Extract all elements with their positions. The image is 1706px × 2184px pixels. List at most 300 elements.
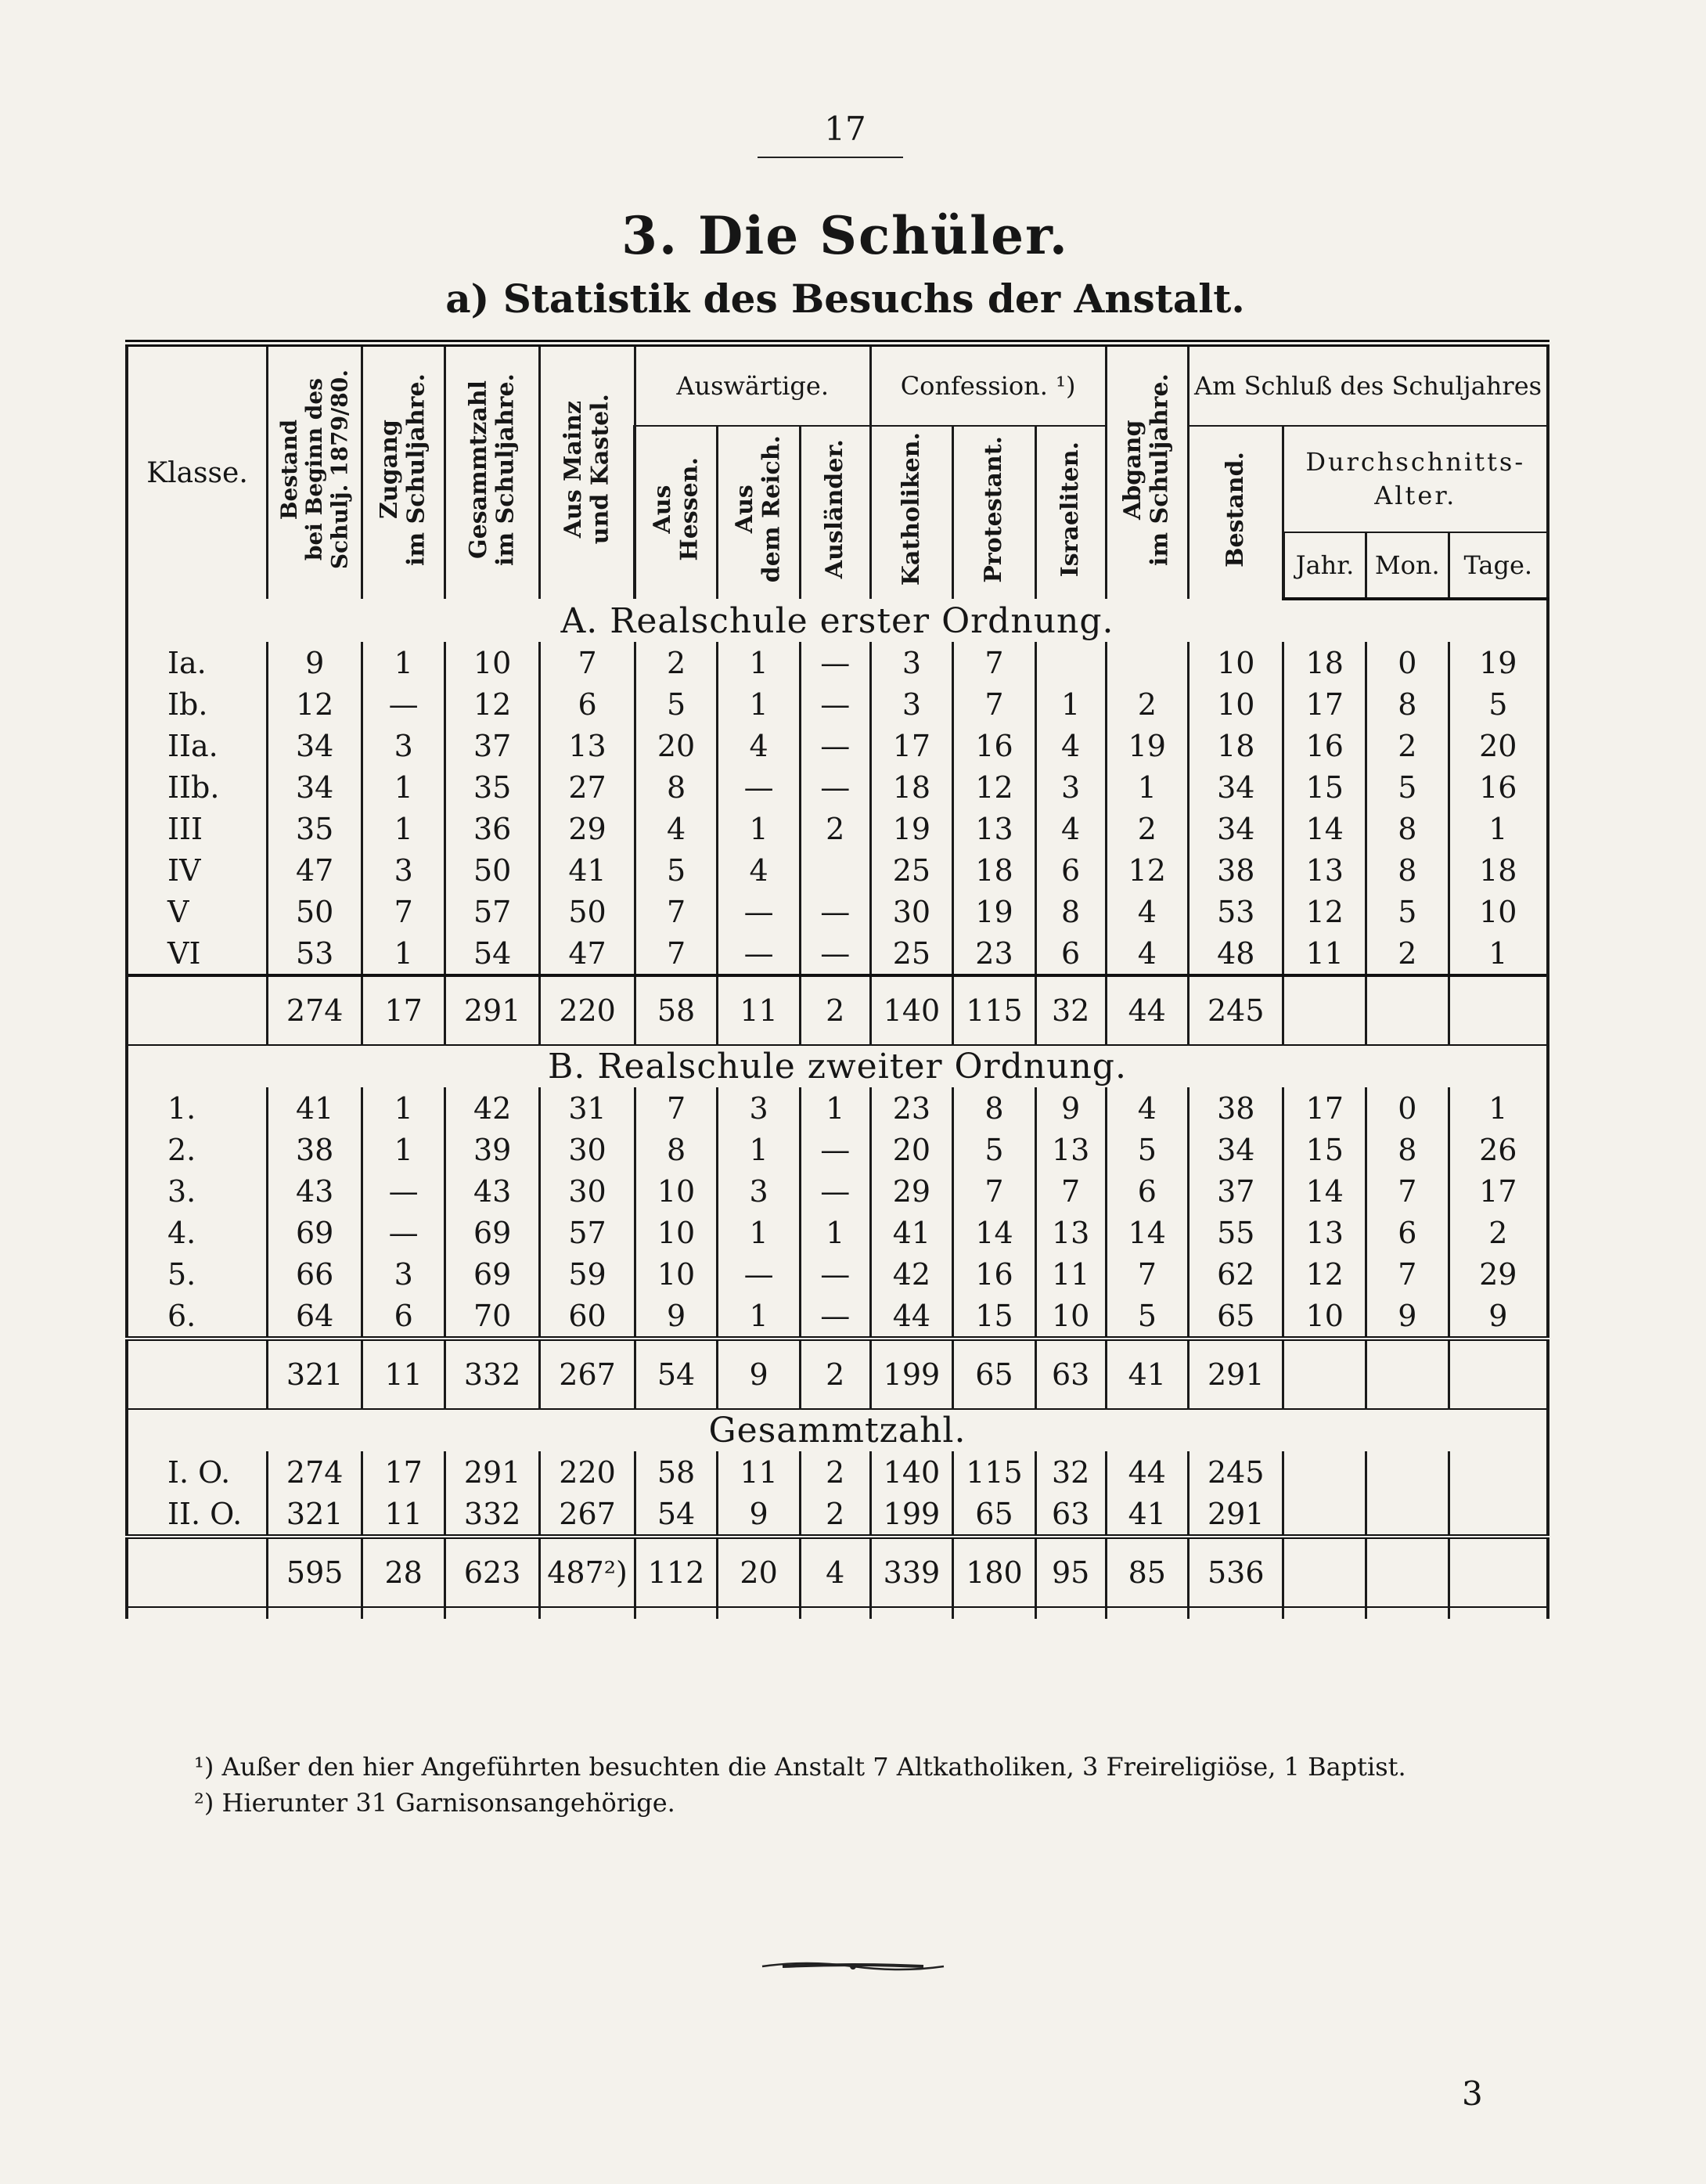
table-cell: 0	[1366, 1087, 1449, 1129]
table-cell: 34	[1189, 766, 1283, 808]
table-cell: 1	[1449, 808, 1548, 849]
table-cell: 35	[444, 766, 539, 808]
table-cell: 5	[635, 683, 718, 725]
table-cell: 2	[800, 1451, 870, 1493]
table-cell: 12	[267, 683, 362, 725]
table-cell: 2	[1366, 725, 1449, 766]
table-cell: 47	[267, 849, 362, 891]
table-cell: 7	[953, 642, 1036, 683]
table-cell: 62	[1189, 1253, 1283, 1295]
table-cell: 4	[1106, 932, 1189, 975]
row-class-label: 4.	[127, 1212, 267, 1253]
table-cell: 8	[1366, 1129, 1449, 1170]
table-cell: 60	[540, 1295, 635, 1339]
sum-cell: 11	[362, 1339, 445, 1409]
table-cell	[1449, 1493, 1548, 1537]
table-cell: —	[800, 642, 870, 683]
section-a-sum	[127, 975, 1548, 1045]
table-cell: 1	[800, 1212, 870, 1253]
table-cell: 1	[718, 683, 801, 725]
table-cell: 10	[635, 1253, 718, 1295]
table-cell: 0	[1366, 642, 1449, 683]
table-cell: 70	[444, 1295, 539, 1339]
table-cell: 3	[362, 725, 445, 766]
table-cell: 19	[1449, 642, 1548, 683]
header-confession: Confession. ¹)	[870, 344, 1106, 427]
table-cell: 9	[635, 1295, 718, 1339]
table-cell: 18	[1449, 849, 1548, 891]
table-header	[127, 344, 1548, 600]
table-cell: 7	[635, 1087, 718, 1129]
header-aus-reich: Aus dem Reich.	[718, 426, 801, 599]
table-row	[127, 1129, 1548, 1170]
header-mainz-kastel: Aus Mainz und Kastel.	[540, 344, 635, 600]
table-cell: 4	[718, 849, 801, 891]
header-aus-hessen: Aus Hessen.	[635, 426, 718, 599]
header-katholiken: Katholiken.	[870, 426, 953, 599]
header-klasse: Klasse.	[127, 344, 267, 600]
table-cell: 3	[718, 1087, 801, 1129]
table-cell: 64	[267, 1295, 362, 1339]
table-cell: 65	[953, 1493, 1036, 1537]
table-cell: 10	[1035, 1295, 1106, 1339]
table-cell: 23	[953, 932, 1036, 975]
table-cell: 35	[267, 808, 362, 849]
table-cell: —	[800, 1295, 870, 1339]
footnote-2: ²) Hierunter 31 Garnisonsangehörige.	[194, 1788, 675, 1818]
table-cell: 3	[362, 1253, 445, 1295]
page-number: 17	[824, 110, 866, 148]
table-row	[127, 1295, 1548, 1339]
table-cell: 332	[444, 1493, 539, 1537]
table-cell: 8	[1366, 683, 1449, 725]
table-cell	[1106, 642, 1189, 683]
section-gesammt-sum	[127, 1537, 1548, 1619]
table-cell: 63	[1035, 1493, 1106, 1537]
section-a	[127, 599, 1548, 642]
table-cell: 9	[267, 642, 362, 683]
sum-cell: 291	[444, 975, 539, 1045]
table-cell: 2	[800, 1493, 870, 1537]
table-cell: —	[362, 1170, 445, 1212]
table-cell: 7	[1366, 1253, 1449, 1295]
table-cell: 1	[362, 1087, 445, 1129]
sum-label-cell	[127, 1537, 267, 1607]
sum-cell	[1366, 1537, 1449, 1607]
table-cell: 10	[1283, 1295, 1366, 1339]
table-cell: 50	[267, 891, 362, 932]
table-cell: 58	[635, 1451, 718, 1493]
table-cell: 10	[1189, 683, 1283, 725]
sum-cell: 220	[540, 975, 635, 1045]
table-cell: 53	[267, 932, 362, 975]
table-cell: 291	[444, 1451, 539, 1493]
row-class-label: 5.	[127, 1253, 267, 1295]
table-cell: 1	[362, 1129, 445, 1170]
section-gesammt	[127, 1409, 1548, 1451]
footnote-1: ¹) Außer den hier Angeführten besuchten die Anstalt 7 Altkatholiken, 3 Freireligiöse, 1 Baptist.	[194, 1752, 1406, 1782]
sum-cell	[1449, 975, 1548, 1045]
table-cell: 14	[1283, 808, 1366, 849]
table-cell: 13	[953, 808, 1036, 849]
statistics-table-wrapper	[125, 340, 1549, 1619]
sum-cell: 20	[718, 1537, 801, 1607]
table-cell: 54	[444, 932, 539, 975]
table-cell: 37	[444, 725, 539, 766]
table-cell: 6	[1035, 849, 1106, 891]
table-cell: 37	[1189, 1170, 1283, 1212]
sum-cell: 536	[1189, 1537, 1283, 1607]
row-class-label: Ia.	[127, 642, 267, 683]
table-cell: 69	[444, 1212, 539, 1253]
table-cell: 18	[953, 849, 1036, 891]
header-jahr: Jahr.	[1283, 532, 1366, 599]
row-class-label: I. O.	[127, 1451, 267, 1493]
sum-cell	[1449, 1537, 1548, 1607]
table-cell: 54	[635, 1493, 718, 1537]
table-cell: 13	[1283, 849, 1366, 891]
table-cell: 4	[635, 808, 718, 849]
sum-cell: 11	[718, 975, 801, 1045]
table-cell: 31	[540, 1087, 635, 1129]
table-cell: 16	[1449, 766, 1548, 808]
table-row	[127, 849, 1548, 891]
table-cell: 11	[718, 1451, 801, 1493]
table-cell: 43	[444, 1170, 539, 1212]
table-cell: 34	[267, 766, 362, 808]
header-auslaender: Ausländer.	[800, 426, 870, 599]
header-zugang: Zugang im Schuljahre.	[362, 344, 445, 600]
table-cell: 30	[870, 891, 953, 932]
table-row	[127, 642, 1548, 683]
table-cell: 15	[953, 1295, 1036, 1339]
table-cell: 50	[540, 891, 635, 932]
sum-cell	[1283, 1537, 1366, 1607]
section-b	[127, 1045, 1548, 1087]
table-cell: 3	[870, 642, 953, 683]
table-cell	[1449, 1451, 1548, 1493]
table-cell: 48	[1189, 932, 1283, 975]
header-mon: Mon.	[1366, 532, 1449, 599]
table-cell: —	[800, 891, 870, 932]
table-cell: 13	[1035, 1129, 1106, 1170]
table-cell: 41	[540, 849, 635, 891]
table-cell: 18	[1283, 642, 1366, 683]
footnotes	[194, 1749, 1540, 1822]
sum-cell: 595	[267, 1537, 362, 1607]
table-cell	[1035, 642, 1106, 683]
table-cell: 7	[362, 891, 445, 932]
table-cell: 13	[1035, 1212, 1106, 1253]
sum-row	[127, 1537, 1548, 1607]
sum-cell: 321	[267, 1339, 362, 1409]
table-cell: 27	[540, 766, 635, 808]
table-cell: —	[718, 1253, 801, 1295]
table-cell	[1366, 1493, 1449, 1537]
table-cell: 8	[953, 1087, 1036, 1129]
table-cell: 36	[444, 808, 539, 849]
header-auswaertige: Auswärtige.	[635, 344, 870, 427]
table-cell: 32	[1035, 1451, 1106, 1493]
table-cell: 17	[1283, 1087, 1366, 1129]
table-cell: 1	[362, 932, 445, 975]
header-abgang: Abgang im Schuljahre.	[1106, 344, 1189, 600]
section-gesammt-rows	[127, 1451, 1548, 1537]
row-class-label: 1.	[127, 1087, 267, 1129]
table-cell: 20	[870, 1129, 953, 1170]
table-cell: 29	[540, 808, 635, 849]
header-protestant: Protestant.	[953, 426, 1036, 599]
table-cell: 2	[1106, 683, 1189, 725]
table-cell: 2	[1366, 932, 1449, 975]
table-cell: 16	[1283, 725, 1366, 766]
table-cell: 13	[1283, 1212, 1366, 1253]
header-durchschnitts-alter: Durchschnitts- Alter.	[1283, 426, 1548, 532]
table-cell	[1366, 1451, 1449, 1493]
table-cell: —	[800, 932, 870, 975]
sum-cell: 17	[362, 975, 445, 1045]
table-cell: 10	[635, 1212, 718, 1253]
table-cell: 9	[1366, 1295, 1449, 1339]
statistics-table	[125, 340, 1549, 1619]
table-cell: 3	[362, 849, 445, 891]
table-cell: 2	[800, 808, 870, 849]
table-row	[127, 1087, 1548, 1129]
section-gesammt-title: Gesammtzahl.	[127, 1409, 1548, 1451]
sum-cell: 140	[870, 975, 953, 1045]
table-cell: 20	[635, 725, 718, 766]
table-cell: 1	[362, 642, 445, 683]
table-cell: 12	[953, 766, 1036, 808]
table-cell: 38	[1189, 849, 1283, 891]
table-cell: 23	[870, 1087, 953, 1129]
table-cell: 26	[1449, 1129, 1548, 1170]
table-cell: 4	[1106, 1087, 1189, 1129]
sum-cell: 32	[1035, 975, 1106, 1045]
table-cell: 15	[1283, 766, 1366, 808]
table-cell: 7	[635, 891, 718, 932]
table-cell: 7	[635, 932, 718, 975]
row-class-label: 6.	[127, 1295, 267, 1339]
table-cell: 321	[267, 1493, 362, 1537]
table-cell: 9	[718, 1493, 801, 1537]
table-row	[127, 766, 1548, 808]
sum-cell: 44	[1106, 975, 1189, 1045]
table-cell: 65	[1189, 1295, 1283, 1339]
table-cell: 8	[635, 1129, 718, 1170]
sum-cell: 65	[953, 1339, 1036, 1409]
table-cell: 245	[1189, 1451, 1283, 1493]
table-cell: 115	[953, 1451, 1036, 1493]
table-cell: 50	[444, 849, 539, 891]
table-cell: 6	[540, 683, 635, 725]
ornament-divider	[0, 1957, 1706, 1979]
table-cell: 4	[1106, 891, 1189, 932]
table-cell: 274	[267, 1451, 362, 1493]
sum-cell: 58	[635, 975, 718, 1045]
table-cell: 1	[718, 808, 801, 849]
row-class-label: III	[127, 808, 267, 849]
sum-cell: 2	[800, 1339, 870, 1409]
table-cell: 55	[1189, 1212, 1283, 1253]
table-cell: 14	[1106, 1212, 1189, 1253]
table-cell: 43	[267, 1170, 362, 1212]
table-cell	[1283, 1493, 1366, 1537]
table-cell: 11	[1035, 1253, 1106, 1295]
table-cell: 4	[718, 725, 801, 766]
table-cell: 1	[718, 1212, 801, 1253]
table-cell: 2	[1106, 808, 1189, 849]
sum-cell	[1366, 975, 1449, 1045]
table-cell: 66	[267, 1253, 362, 1295]
table-cell: 8	[635, 766, 718, 808]
header-israeliten: Israeliten.	[1035, 426, 1106, 599]
table-cell: 57	[540, 1212, 635, 1253]
table-cell: 13	[540, 725, 635, 766]
table-cell: 1	[1035, 683, 1106, 725]
row-class-label: V	[127, 891, 267, 932]
table-cell: 29	[1449, 1253, 1548, 1295]
table-cell: 220	[540, 1451, 635, 1493]
header-bestand: Bestand.	[1189, 426, 1283, 599]
table-cell: 5	[1106, 1295, 1189, 1339]
table-row	[127, 808, 1548, 849]
table-cell: 1	[362, 808, 445, 849]
table-cell: —	[800, 725, 870, 766]
sum-label-cell	[127, 975, 267, 1045]
table-cell: —	[800, 766, 870, 808]
table-cell: 1	[1449, 1087, 1548, 1129]
table-cell: 34	[1189, 808, 1283, 849]
table-cell: 25	[870, 849, 953, 891]
table-cell: 34	[1189, 1129, 1283, 1170]
table-cell: 47	[540, 932, 635, 975]
sum-cell: 4	[800, 1537, 870, 1607]
table-cell: —	[718, 891, 801, 932]
section-b-rows	[127, 1087, 1548, 1339]
table-cell: 5	[635, 849, 718, 891]
table-cell: 10	[635, 1170, 718, 1212]
table-cell: 14	[1283, 1170, 1366, 1212]
table-cell: —	[362, 1212, 445, 1253]
table-cell: 19	[953, 891, 1036, 932]
table-cell: 3	[1035, 766, 1106, 808]
table-cell: 41	[870, 1212, 953, 1253]
section-b-sum	[127, 1339, 1548, 1409]
row-class-label: VI	[127, 932, 267, 975]
table-cell: 9	[1035, 1087, 1106, 1129]
table-cell: 17	[362, 1451, 445, 1493]
table-cell: 11	[1283, 932, 1366, 975]
table-cell: 5	[953, 1129, 1036, 1170]
table-cell: 16	[953, 1253, 1036, 1295]
sum-row	[127, 1339, 1548, 1409]
table-cell: 17	[870, 725, 953, 766]
header-tage: Tage.	[1449, 532, 1548, 599]
row-class-label: II. O.	[127, 1493, 267, 1537]
table-cell: 11	[362, 1493, 445, 1537]
table-cell: 7	[953, 1170, 1036, 1212]
header-gesammtzahl: Gesammtzahl im Schuljahre.	[444, 344, 539, 600]
table-cell: 267	[540, 1493, 635, 1537]
table-cell: 29	[870, 1170, 953, 1212]
chapter-title: 3. Die Schüler.	[621, 205, 1069, 266]
table-cell: 1	[1449, 932, 1548, 975]
section-a-title: A. Realschule erster Ordnung.	[127, 599, 1548, 642]
table-cell: 6	[1035, 932, 1106, 975]
ornament-line-icon	[759, 1957, 947, 1976]
sum-cell: 199	[870, 1339, 953, 1409]
sum-cell: 41	[1106, 1339, 1189, 1409]
header-am-schluss: Am Schluß des Schuljahres	[1189, 344, 1548, 427]
table-cell: 199	[870, 1493, 953, 1537]
table-cell: —	[718, 766, 801, 808]
table-cell: 19	[870, 808, 953, 849]
table-cell: 12	[1106, 849, 1189, 891]
sum-cell: 274	[267, 975, 362, 1045]
table-cell: 30	[540, 1170, 635, 1212]
sum-label-cell	[127, 1339, 267, 1409]
row-class-label: 2.	[127, 1129, 267, 1170]
table-cell: 53	[1189, 891, 1283, 932]
section-subtitle: a) Statistik des Besuchs der Anstalt.	[445, 276, 1245, 322]
table-cell: 44	[1106, 1451, 1189, 1493]
sum-cell: 9	[718, 1339, 801, 1409]
row-class-label: IV	[127, 849, 267, 891]
table-cell: 19	[1106, 725, 1189, 766]
table-cell: 291	[1189, 1493, 1283, 1537]
table-cell: 57	[444, 891, 539, 932]
table-cell: 6	[1366, 1212, 1449, 1253]
row-class-label: IIb.	[127, 766, 267, 808]
sum-cell: 85	[1106, 1537, 1189, 1607]
header-bestand-beginn: Bestand bei Beginn des Schulj. 1879/80.	[267, 344, 362, 600]
table-cell: —	[800, 1253, 870, 1295]
page-number-rule	[758, 157, 903, 158]
table-cell: 5	[1366, 766, 1449, 808]
table-row	[127, 1493, 1548, 1537]
row-class-label: 3.	[127, 1170, 267, 1212]
table-cell: 10	[1189, 642, 1283, 683]
sum-cell: 245	[1189, 975, 1283, 1045]
table-cell: 6	[1106, 1170, 1189, 1212]
table-cell: 5	[1366, 891, 1449, 932]
sum-cell: 63	[1035, 1339, 1106, 1409]
table-cell: 59	[540, 1253, 635, 1295]
table-cell: —	[800, 1129, 870, 1170]
section-b-title: B. Realschule zweiter Ordnung.	[127, 1045, 1548, 1087]
sum-cell: 487²)	[540, 1537, 635, 1607]
table-cell: 1	[800, 1087, 870, 1129]
sum-row	[127, 975, 1548, 1045]
table-cell: 17	[1283, 683, 1366, 725]
sum-cell	[1449, 1339, 1548, 1409]
sum-cell	[1283, 1339, 1366, 1409]
table-cell: 42	[870, 1253, 953, 1295]
table-cell: 9	[1449, 1295, 1548, 1339]
sum-cell: 115	[953, 975, 1036, 1045]
table-cell: 34	[267, 725, 362, 766]
table-cell: 41	[1106, 1493, 1189, 1537]
table-cell: 140	[870, 1451, 953, 1493]
sum-cell: 95	[1035, 1537, 1106, 1607]
table-cell: 12	[1283, 891, 1366, 932]
table-cell: 1	[362, 766, 445, 808]
table-cell: 2	[635, 642, 718, 683]
table-cell: —	[800, 683, 870, 725]
table-row	[127, 891, 1548, 932]
sum-cell: 339	[870, 1537, 953, 1607]
